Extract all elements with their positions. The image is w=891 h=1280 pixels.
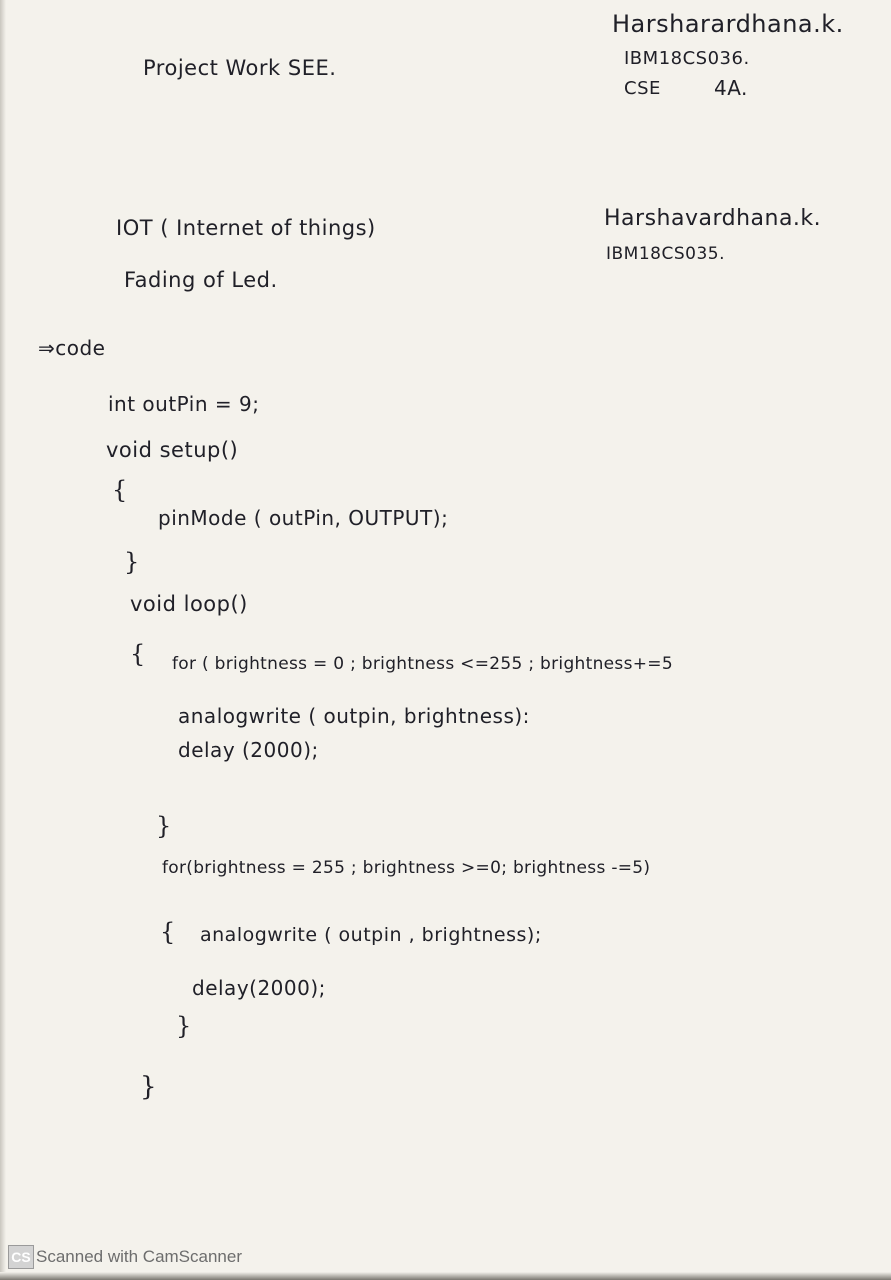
student-name: Harsharardhana.k.	[612, 10, 844, 38]
code-line-for-down: for(brightness = 255 ; brightness >=0; brightness -=5)	[162, 858, 651, 878]
code-open-brace-setup: {	[112, 476, 128, 504]
camscanner-logo-icon: CS	[8, 1245, 34, 1269]
code-close-brace-loop: }	[140, 1072, 158, 1102]
code-close-brace-for-1: }	[156, 812, 172, 840]
topic-heading: IOT ( Internet of things)	[116, 216, 376, 240]
code-line-int: int outPin = 9;	[108, 392, 260, 416]
code-line-analogwrite-1: analogwrite ( outpin, brightness):	[178, 704, 530, 728]
author-usn: IBM18CS035.	[606, 244, 725, 264]
code-line-loop: void loop()	[130, 592, 248, 616]
code-close-brace-for-2: }	[176, 1012, 192, 1040]
code-open-brace-for-2: {	[160, 918, 176, 946]
code-close-brace-setup: }	[124, 548, 140, 576]
code-line-setup: void setup()	[106, 438, 239, 462]
student-section: 4A.	[714, 76, 748, 100]
student-class: CSE	[624, 78, 661, 99]
page-bottom-edge	[0, 1272, 891, 1280]
code-line-analogwrite-2: analogwrite ( outpin , brightness);	[200, 924, 542, 946]
code-line-delay-2: delay(2000);	[192, 976, 326, 1000]
author-name: Harshavardhana.k.	[604, 206, 822, 231]
student-usn: IBM18CS036.	[624, 48, 750, 69]
camscanner-text: Scanned with CamScanner	[36, 1247, 243, 1266]
code-line-pinmode: pinMode ( outPin, OUTPUT);	[158, 506, 449, 530]
code-line-delay-1: delay (2000);	[178, 738, 319, 762]
page-edge	[0, 0, 6, 1280]
camscanner-watermark	[8, 1244, 242, 1270]
code-open-brace-loop: {	[130, 640, 146, 668]
topic-subheading: Fading of Led.	[124, 268, 278, 292]
project-title: Project Work SEE.	[143, 56, 337, 80]
code-label: ⇒code	[38, 336, 106, 360]
code-line-for-up: for ( brightness = 0 ; brightness <=255 ; brightness+=5	[172, 654, 673, 674]
